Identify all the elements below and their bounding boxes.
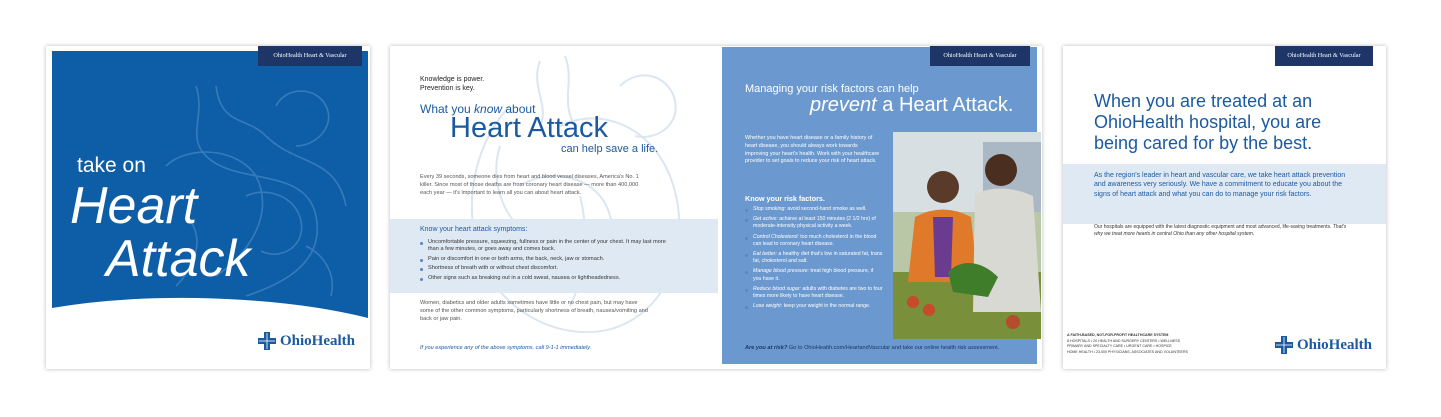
call-911-footer: If you experience any of the above symptoms, call 9-1-1 immediately. <box>420 345 592 351</box>
ohiohealth-cross-icon <box>1275 336 1293 354</box>
risk-body: Whether you have heart disease or a family history of heart disease, you should always work towards improving your heart's health. Work with your healthcare provider to set goals to reduce your risk of heart attack. <box>745 135 880 165</box>
cover-tab: OhioHealth Heart & Vascular <box>258 46 362 66</box>
risk-item: Stop smoking: avoid second-hand smoke as well. <box>745 206 883 213</box>
back-headline: When you are treated at an OhioHealth hospital, you are being cared for by the best. <box>1094 91 1322 153</box>
risk-item: Reduce blood sugar: adults with diabetes are two to four times more likely to have heart disease. <box>745 286 883 300</box>
heart-attack-headline: Heart Attack <box>450 112 608 144</box>
risk-item: Get active: achieve at least 150 minutes (2 1/2 hrs) of moderate-intensity physical activity a week. <box>745 216 883 230</box>
risk-factors-list <box>745 206 883 310</box>
back-note: Our hospitals are equipped with the latest diagnostic equipment and most advanced, life-saving treatments. That's why we treat more hearts in central Ohio than any other hospital system. <box>1094 224 1347 237</box>
cover-logo-text: OhioHealth <box>280 332 356 349</box>
risk-footer: Are you at risk? Go to OhioHealth.com/HeartandVascular and take our online health risk assessment. <box>745 345 1000 351</box>
cover-attack: Attack <box>106 230 251 288</box>
symptom-item: Shortness of breath with or without chest discomfort. <box>420 265 670 272</box>
risk-item: Eat better: a healthy diet that's low in saturated fat, trans fat, cholesterol and salt. <box>745 251 883 265</box>
cover-panel <box>46 46 370 369</box>
intro-paragraph: Every 39 seconds, someone dies from heart and blood vessel diseases, America's No. 1 killer. Since most of those deaths are from coronary heart disease — more than 400,000 each year — it's important to learn all you can about heart attack. <box>420 174 639 197</box>
symptoms-list <box>420 239 670 282</box>
kicker-line1: Knowledge is power. <box>420 76 485 83</box>
cover-take-on: take on <box>77 154 146 177</box>
risk-item: Manage blood pressure: treat high blood pressure, if you have it. <box>745 268 883 282</box>
inside-spread <box>390 46 1042 369</box>
save-a-life-subhead: can help save a life. <box>561 143 659 155</box>
back-panel <box>1063 46 1386 369</box>
risk-title-line1: Managing your risk factors can help <box>745 83 919 95</box>
cover-heart: Heart <box>70 177 198 235</box>
back-logo-text: OhioHealth <box>1297 336 1373 353</box>
kicker-line2: Prevention is key. <box>420 85 475 92</box>
risk-item: Lose weight: keep your weight in the normal range. <box>745 303 883 310</box>
back-logo <box>1275 336 1372 354</box>
ohiohealth-cross-icon <box>258 332 276 350</box>
back-body: As the region's leader in heart and vascular care, we take heart attack prevention and awareness very seriously. We have a commitment to educate you about the signs of heart attack and what you can do to manage your risk factors. <box>1094 172 1346 198</box>
risk-title-line2: prevent a Heart Attack. <box>810 94 1014 116</box>
symptom-item: Uncomfortable pressure, squeezing, fullness or pain in the center of your chest. It may last more than a few minutes, or goes away and comes back. <box>420 239 670 254</box>
symptoms-title: Know your heart attack symptoms: <box>420 226 528 233</box>
symptom-item: Other signs such as breaking out in a cold sweat, nausea or lightheadedness. <box>420 275 670 282</box>
risk-item: Control Cholesterol: too much cholesterol in the blood can lead to coronary heart disease. <box>745 234 883 248</box>
spread-tab: OhioHealth Heart & Vascular <box>930 46 1030 66</box>
couple-produce-photo <box>893 132 1041 339</box>
risk-factors-title: Know your risk factors. <box>745 194 825 203</box>
back-fine-print: A FAITH-BASED, NOT-FOR-PROFIT HEALTHCARE SYSTEM 8 HOSPITALS • 20 HEALTH AND SURGERY CENTERS • WELLNESS PRIMARY AND SPECIALTY CARE • URGENT CARE • HOSPICE HOME HEALTH • 23,000 PHYSICIANS, ASSOCIATES AND VOLUNTEERS <box>1067 333 1188 354</box>
cover-logo <box>258 332 355 350</box>
what-you-know-line: What you know about <box>420 102 536 116</box>
back-tab: OhioHealth Heart & Vascular <box>1275 46 1373 66</box>
symptom-item: Pain or discomfort in one or both arms, the back, neck, jaw or stomach. <box>420 256 670 263</box>
women-note: Women, diabetics and older adults sometimes have little or no chest pain, but may have some of the other common symptoms, particularly shortness of breath, nausea/vomiting and back or jaw pain. <box>420 300 648 322</box>
